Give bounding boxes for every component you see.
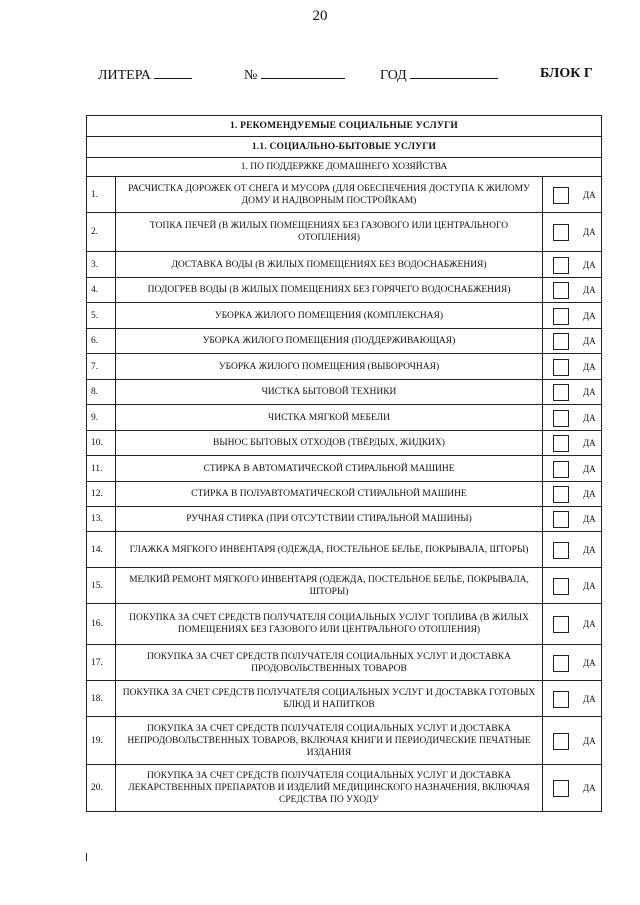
yes-checkbox[interactable] bbox=[553, 542, 569, 559]
table-row bbox=[87, 456, 602, 482]
yes-label: ДА bbox=[583, 189, 596, 200]
page-number: 20 bbox=[312, 8, 328, 24]
yes-checkbox[interactable] bbox=[553, 308, 569, 325]
row-number: 12. bbox=[87, 482, 116, 507]
section-row bbox=[87, 116, 602, 137]
row-number: 16. bbox=[87, 604, 116, 645]
group-row bbox=[87, 158, 602, 177]
yes-label: ДА bbox=[583, 438, 596, 448]
yes-checkbox[interactable] bbox=[553, 486, 569, 503]
row-number: 8. bbox=[87, 380, 116, 405]
year-field bbox=[380, 66, 498, 84]
yes-label: ДА bbox=[583, 310, 596, 321]
yes-label: ДА bbox=[583, 387, 596, 397]
answer-cell bbox=[543, 681, 602, 717]
service-description: ПОКУПКА ЗА СЧЕТ СРЕДСТВ ПОЛУЧАТЕЛЯ СОЦИАЛЬНЫХ УСЛУГ И ДОСТАВКА ЛЕКАРСТВЕННЫХ ПРЕПАРАТОВ И ИЗДЕЛИЙ МЕДИЦИНСКОГО НАЗНАЧЕНИЯ, ВКЛЮЧАЯ СРЕДСТВА ПО УХОДУ bbox=[116, 765, 543, 812]
answer-cell bbox=[543, 717, 602, 765]
yes-label: ДА bbox=[583, 783, 596, 793]
answer-cell bbox=[543, 405, 602, 431]
answer-cell bbox=[543, 380, 602, 405]
answer-cell bbox=[543, 431, 602, 456]
table-row bbox=[87, 431, 602, 456]
yes-label: ДА bbox=[583, 227, 596, 237]
row-number: 11. bbox=[87, 456, 116, 482]
yes-label: ДА bbox=[583, 285, 596, 295]
table-row bbox=[87, 177, 602, 213]
answer-cell bbox=[543, 604, 602, 645]
row-number: 13. bbox=[87, 507, 116, 532]
row-number: 5. bbox=[87, 303, 116, 329]
service-description: УБОРКА ЖИЛОГО ПОМЕЩЕНИЯ (КОМПЛЕКСНАЯ) bbox=[116, 303, 543, 329]
yes-label: ДА bbox=[583, 259, 596, 270]
yes-checkbox[interactable] bbox=[553, 691, 569, 708]
yes-checkbox[interactable] bbox=[553, 655, 569, 672]
table-row bbox=[87, 765, 602, 812]
number-input-line[interactable] bbox=[261, 66, 345, 79]
litera-field bbox=[98, 66, 192, 84]
service-description: СТИРКА В АВТОМАТИЧЕСКОЙ СТИРАЛЬНОЙ МАШИНЕ bbox=[116, 456, 543, 482]
service-description: МЕЛКИЙ РЕМОНТ МЯГКОГО ИНВЕНТАРЯ (ОДЕЖДА, ПОСТЕЛЬНОЕ БЕЛЬЕ, ПОКРЫВАЛА, ШТОРЫ) bbox=[116, 568, 543, 604]
row-number: 4. bbox=[87, 278, 116, 303]
service-description: ЧИСТКА МЯГКОЙ МЕБЕЛИ bbox=[116, 405, 543, 431]
answer-cell bbox=[543, 645, 602, 681]
row-number: 3. bbox=[87, 252, 116, 278]
subsection-title: 1.1. СОЦИАЛЬНО-БЫТОВЫЕ УСЛУГИ bbox=[87, 137, 602, 158]
row-number: 2. bbox=[87, 213, 116, 252]
answer-cell bbox=[543, 303, 602, 329]
litera-input-line[interactable] bbox=[154, 66, 192, 79]
year-input-line[interactable] bbox=[410, 66, 498, 79]
yes-checkbox[interactable] bbox=[553, 333, 569, 350]
table-row bbox=[87, 252, 602, 278]
row-number: 1. bbox=[87, 177, 116, 213]
row-number: 17. bbox=[87, 645, 116, 681]
yes-checkbox[interactable] bbox=[553, 257, 569, 274]
services-table-body bbox=[87, 116, 602, 812]
table-row bbox=[87, 681, 602, 717]
yes-label: ДА bbox=[583, 463, 596, 474]
row-number: 9. bbox=[87, 405, 116, 431]
answer-cell bbox=[543, 329, 602, 354]
year-label: ГОД bbox=[380, 68, 407, 83]
yes-label: ДА bbox=[583, 544, 596, 555]
number-field bbox=[244, 66, 345, 84]
form-header bbox=[98, 66, 598, 88]
table-row bbox=[87, 405, 602, 431]
row-number: 6. bbox=[87, 329, 116, 354]
yes-label: ДА bbox=[583, 693, 596, 704]
table-row bbox=[87, 717, 602, 765]
row-number: 10. bbox=[87, 431, 116, 456]
yes-checkbox[interactable] bbox=[553, 224, 569, 241]
service-description: ТОПКА ПЕЧЕЙ (В ЖИЛЫХ ПОМЕЩЕНИЯХ БЕЗ ГАЗОВОГО ИЛИ ЦЕНТРАЛЬНОГО ОТОПЛЕНИЯ) bbox=[116, 213, 543, 252]
table-row bbox=[87, 568, 602, 604]
row-number: 15. bbox=[87, 568, 116, 604]
table-row bbox=[87, 278, 602, 303]
answer-cell bbox=[543, 765, 602, 812]
table-row bbox=[87, 604, 602, 645]
answer-cell bbox=[543, 278, 602, 303]
yes-checkbox[interactable] bbox=[553, 511, 569, 528]
table-row bbox=[87, 532, 602, 568]
yes-label: ДА bbox=[583, 580, 596, 591]
yes-checkbox[interactable] bbox=[553, 616, 569, 633]
answer-cell bbox=[543, 213, 602, 252]
table-row bbox=[87, 303, 602, 329]
answer-cell bbox=[543, 482, 602, 507]
services-table bbox=[86, 115, 602, 812]
yes-label: ДА bbox=[583, 657, 596, 668]
answer-cell bbox=[543, 354, 602, 380]
yes-label: ДА bbox=[583, 735, 596, 746]
row-number: 14. bbox=[87, 532, 116, 568]
yes-label: ДА bbox=[583, 361, 596, 372]
yes-label: ДА bbox=[583, 412, 596, 423]
service-description: ПОКУПКА ЗА СЧЕТ СРЕДСТВ ПОЛУЧАТЕЛЯ СОЦИАЛЬНЫХ УСЛУГ ТОПЛИВА (В ЖИЛЫХ ПОМЕЩЕНИЯХ БЕЗ ГАЗОВОГО ИЛИ ЦЕНТРАЛЬНОГО ОТОПЛЕНИЯ) bbox=[116, 604, 543, 645]
yes-checkbox[interactable] bbox=[553, 461, 569, 478]
answer-cell bbox=[543, 177, 602, 213]
yes-label: ДА bbox=[583, 514, 596, 524]
litera-label: ЛИТЕРА bbox=[98, 68, 151, 83]
number-label: № bbox=[244, 68, 258, 83]
service-description: УБОРКА ЖИЛОГО ПОМЕЩЕНИЯ (ПОДДЕРЖИВАЮЩАЯ) bbox=[116, 329, 543, 354]
table-tail-line bbox=[86, 853, 87, 861]
table-row bbox=[87, 213, 602, 252]
yes-checkbox[interactable] bbox=[553, 733, 569, 750]
group-title: 1. ПО ПОДДЕРЖКЕ ДОМАШНЕГО ХОЗЯЙСТВА bbox=[87, 158, 602, 177]
yes-label: ДА bbox=[583, 619, 596, 629]
yes-checkbox[interactable] bbox=[553, 187, 569, 204]
table-row bbox=[87, 482, 602, 507]
yes-checkbox[interactable] bbox=[553, 780, 569, 797]
yes-label: ДА bbox=[583, 489, 596, 499]
row-number: 20. bbox=[87, 765, 116, 812]
section-title: 1. РЕКОМЕНДУЕМЫЕ СОЦИАЛЬНЫЕ УСЛУГИ bbox=[87, 116, 602, 137]
yes-checkbox[interactable] bbox=[553, 410, 569, 427]
table-row bbox=[87, 329, 602, 354]
subsection-row bbox=[87, 137, 602, 158]
yes-checkbox[interactable] bbox=[553, 578, 569, 595]
row-number: 18. bbox=[87, 681, 116, 717]
service-description: УБОРКА ЖИЛОГО ПОМЕЩЕНИЯ (ВЫБОРОЧНАЯ) bbox=[116, 354, 543, 380]
service-description: ВЫНОС БЫТОВЫХ ОТХОДОВ (ТВЁРДЫХ, ЖИДКИХ) bbox=[116, 431, 543, 456]
answer-cell bbox=[543, 252, 602, 278]
service-description: РАСЧИСТКА ДОРОЖЕК ОТ СНЕГА И МУСОРА (ДЛЯ ОБЕСПЕЧЕНИЯ ДОСТУПА К ЖИЛОМУ ДОМУ И НАДВОРНЫМ ПОСТРОЙКАМ) bbox=[116, 177, 543, 213]
yes-checkbox[interactable] bbox=[553, 384, 569, 401]
service-description: РУЧНАЯ СТИРКА (ПРИ ОТСУТСТВИИ СТИРАЛЬНОЙ МАШИНЫ) bbox=[116, 507, 543, 532]
row-number: 7. bbox=[87, 354, 116, 380]
service-description: ПОДОГРЕВ ВОДЫ (В ЖИЛЫХ ПОМЕЩЕНИЯХ БЕЗ ГОРЯЧЕГО ВОДОСНАБЖЕНИЯ) bbox=[116, 278, 543, 303]
answer-cell bbox=[543, 532, 602, 568]
block-label: БЛОК Г bbox=[540, 66, 593, 81]
service-description: ДОСТАВКА ВОДЫ (В ЖИЛЫХ ПОМЕЩЕНИЯХ БЕЗ ВОДОСНАБЖЕНИЯ) bbox=[116, 252, 543, 278]
table-row bbox=[87, 380, 602, 405]
table-row bbox=[87, 507, 602, 532]
service-description: ПОКУПКА ЗА СЧЕТ СРЕДСТВ ПОЛУЧАТЕЛЯ СОЦИАЛЬНЫХ УСЛУГ И ДОСТАВКА ГОТОВЫХ БЛЮД И НАПИТКОВ bbox=[116, 681, 543, 717]
table-row bbox=[87, 645, 602, 681]
service-description: ПОКУПКА ЗА СЧЕТ СРЕДСТВ ПОЛУЧАТЕЛЯ СОЦИАЛЬНЫХ УСЛУГ И ДОСТАВКА НЕПРОДОВОЛЬСТВЕННЫХ ТОВАРОВ, ВКЛЮЧАЯ КНИГИ И ПЕРИОДИЧЕСКИЕ ПЕЧАТНЫЕ ИЗДАНИЯ bbox=[116, 717, 543, 765]
service-description: ГЛАЖКА МЯГКОГО ИНВЕНТАРЯ (ОДЕЖДА, ПОСТЕЛЬНОЕ БЕЛЬЕ, ПОКРЫВАЛА, ШТОРЫ) bbox=[116, 532, 543, 568]
service-description: СТИРКА В ПОЛУАВТОМАТИЧЕСКОЙ СТИРАЛЬНОЙ МАШИНЕ bbox=[116, 482, 543, 507]
yes-checkbox[interactable] bbox=[553, 282, 569, 299]
answer-cell bbox=[543, 507, 602, 532]
answer-cell bbox=[543, 568, 602, 604]
answer-cell bbox=[543, 456, 602, 482]
service-description: ЧИСТКА БЫТОВОЙ ТЕХНИКИ bbox=[116, 380, 543, 405]
yes-checkbox[interactable] bbox=[553, 359, 569, 376]
table-row bbox=[87, 354, 602, 380]
row-number: 19. bbox=[87, 717, 116, 765]
yes-label: ДА bbox=[583, 336, 596, 346]
yes-checkbox[interactable] bbox=[553, 435, 569, 452]
service-description: ПОКУПКА ЗА СЧЕТ СРЕДСТВ ПОЛУЧАТЕЛЯ СОЦИАЛЬНЫХ УСЛУГ И ДОСТАВКА ПРОДОВОЛЬСТВЕННЫХ ТОВАРОВ bbox=[116, 645, 543, 681]
